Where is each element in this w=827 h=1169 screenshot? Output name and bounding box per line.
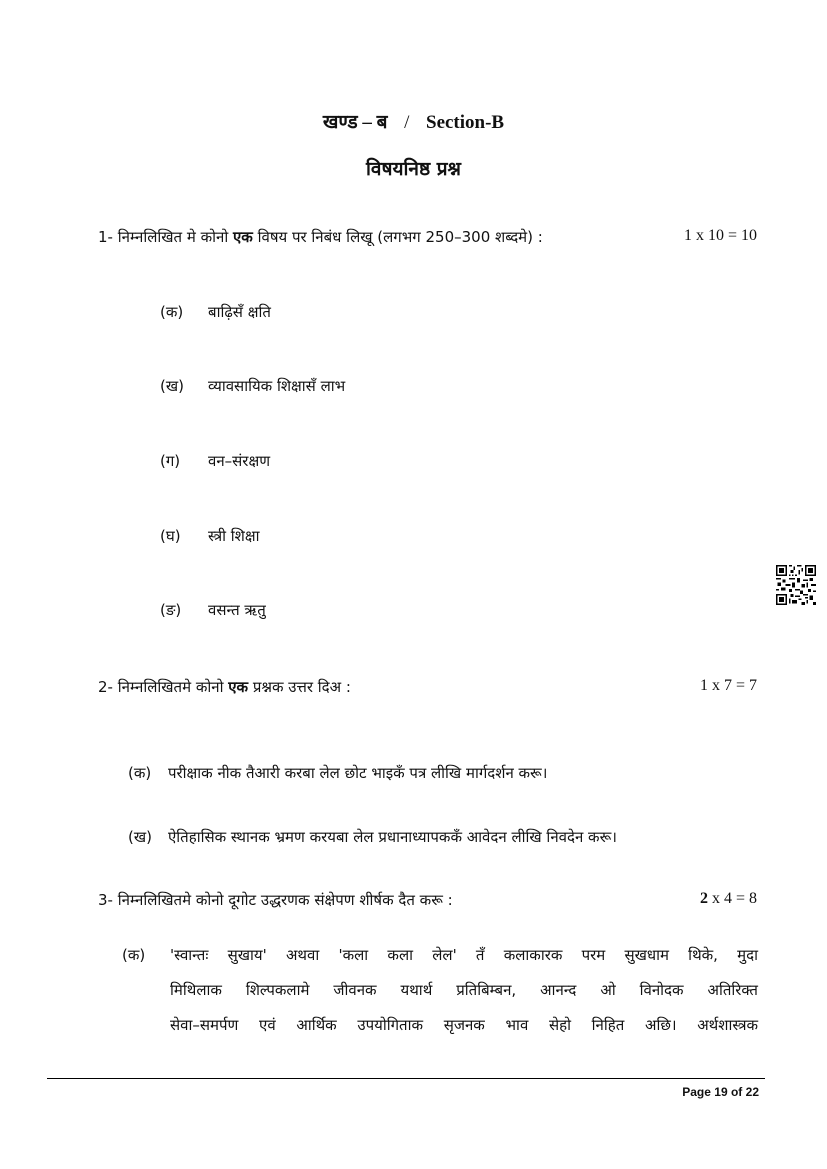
q2-option-label: (क) bbox=[128, 764, 152, 782]
q1-option-text: वन–संरक्षण bbox=[208, 452, 271, 470]
page-label: Page bbox=[682, 1085, 711, 1099]
q1-option-label: (क) bbox=[160, 303, 184, 321]
q1-option-label: (ङ) bbox=[160, 601, 182, 619]
question-1 bbox=[98, 227, 543, 247]
q2-marks: 1 x 7 = 7 bbox=[699, 677, 757, 694]
q1-marks: 1 x 10 = 10 bbox=[683, 227, 757, 244]
q3-number: 3- bbox=[98, 891, 113, 909]
q3-text: निम्नलिखितमे कोनो दूगोट उद्धरणक संक्षेपण शीर्षक दैत करू : bbox=[117, 891, 453, 909]
q3-marks-rest: x 4 = 8 bbox=[711, 890, 757, 907]
page-total: 22 bbox=[745, 1085, 759, 1099]
q2-option-text: ऐतिहासिक स्थानक भ्रमण करयबा लेल प्रधानाध्यापककँ आवेदन लीखि निवदेन करू। bbox=[168, 828, 617, 846]
section-english: Section-B bbox=[426, 112, 505, 133]
q1-option-text: व्यावसायिक शिक्षासँ लाभ bbox=[208, 377, 346, 395]
page-number bbox=[682, 1085, 759, 1099]
q3-passage-line: मिथिलाक शिल्पकलामे जीवनक यथार्थ प्रतिबिम्बन, आनन्द ओ विनोदक अतिरिक्त bbox=[170, 981, 758, 999]
page-of: of bbox=[730, 1085, 743, 1099]
q3-passage-line: 'स्वान्तः सुखाय' अथवा 'कला कला लेल' तँ कलाकारक परम सुखधाम थिके, मुदा bbox=[170, 946, 758, 964]
question-3 bbox=[98, 890, 453, 910]
q1-option-text: बाढ़िसँ क्षति bbox=[208, 303, 271, 321]
section-hindi: खण्ड – ब bbox=[322, 112, 388, 133]
q2-text-before: निम्नलिखितमे कोनो bbox=[117, 678, 224, 696]
page-current: 19 bbox=[714, 1085, 728, 1099]
q3-passage-line: सेवा–समर्पण एवं आर्थिक उपयोगिताक सृजनक भाव सेहो निहित अछि। अर्थशास्त्रक bbox=[170, 1016, 758, 1034]
footer-divider bbox=[47, 1078, 765, 1079]
q3-marks bbox=[700, 890, 757, 908]
q2-option-label: (ख) bbox=[128, 828, 152, 846]
q1-option-label: (घ) bbox=[160, 527, 181, 545]
q1-option-label: (ग) bbox=[160, 452, 181, 470]
question-2 bbox=[98, 677, 351, 697]
section-subtitle: विषयनिष्ठ प्रश्न bbox=[365, 158, 461, 180]
q1-text-before: निम्नलिखित मे कोनो bbox=[117, 228, 229, 246]
q1-text-after: विषय पर निबंध लिखू (लगभग 250–300 शब्दमे) : bbox=[257, 228, 543, 246]
q3-option-label: (क) bbox=[122, 946, 146, 964]
q1-option-label: (ख) bbox=[160, 377, 184, 395]
q3-marks-bold: 2 bbox=[699, 890, 708, 907]
section-heading bbox=[0, 108, 827, 134]
q2-number: 2- bbox=[98, 678, 113, 696]
qr-code-icon bbox=[776, 565, 816, 605]
q1-option-text: स्त्री शिक्षा bbox=[208, 527, 260, 545]
q1-text-bold: एक bbox=[233, 228, 253, 246]
q1-option-text: वसन्त ऋतु bbox=[208, 601, 266, 619]
q1-number: 1- bbox=[98, 228, 113, 246]
q2-text-bold: एक bbox=[228, 678, 249, 696]
q2-text-after: प्रश्नक उत्तर दिअ : bbox=[252, 678, 351, 696]
q2-option-text: परीक्षाक नीक तैआरी करबा लेल छोट भाइकँ पत्र लीखि मार्गदर्शन करू। bbox=[168, 764, 548, 782]
section-separator: / bbox=[404, 112, 410, 133]
